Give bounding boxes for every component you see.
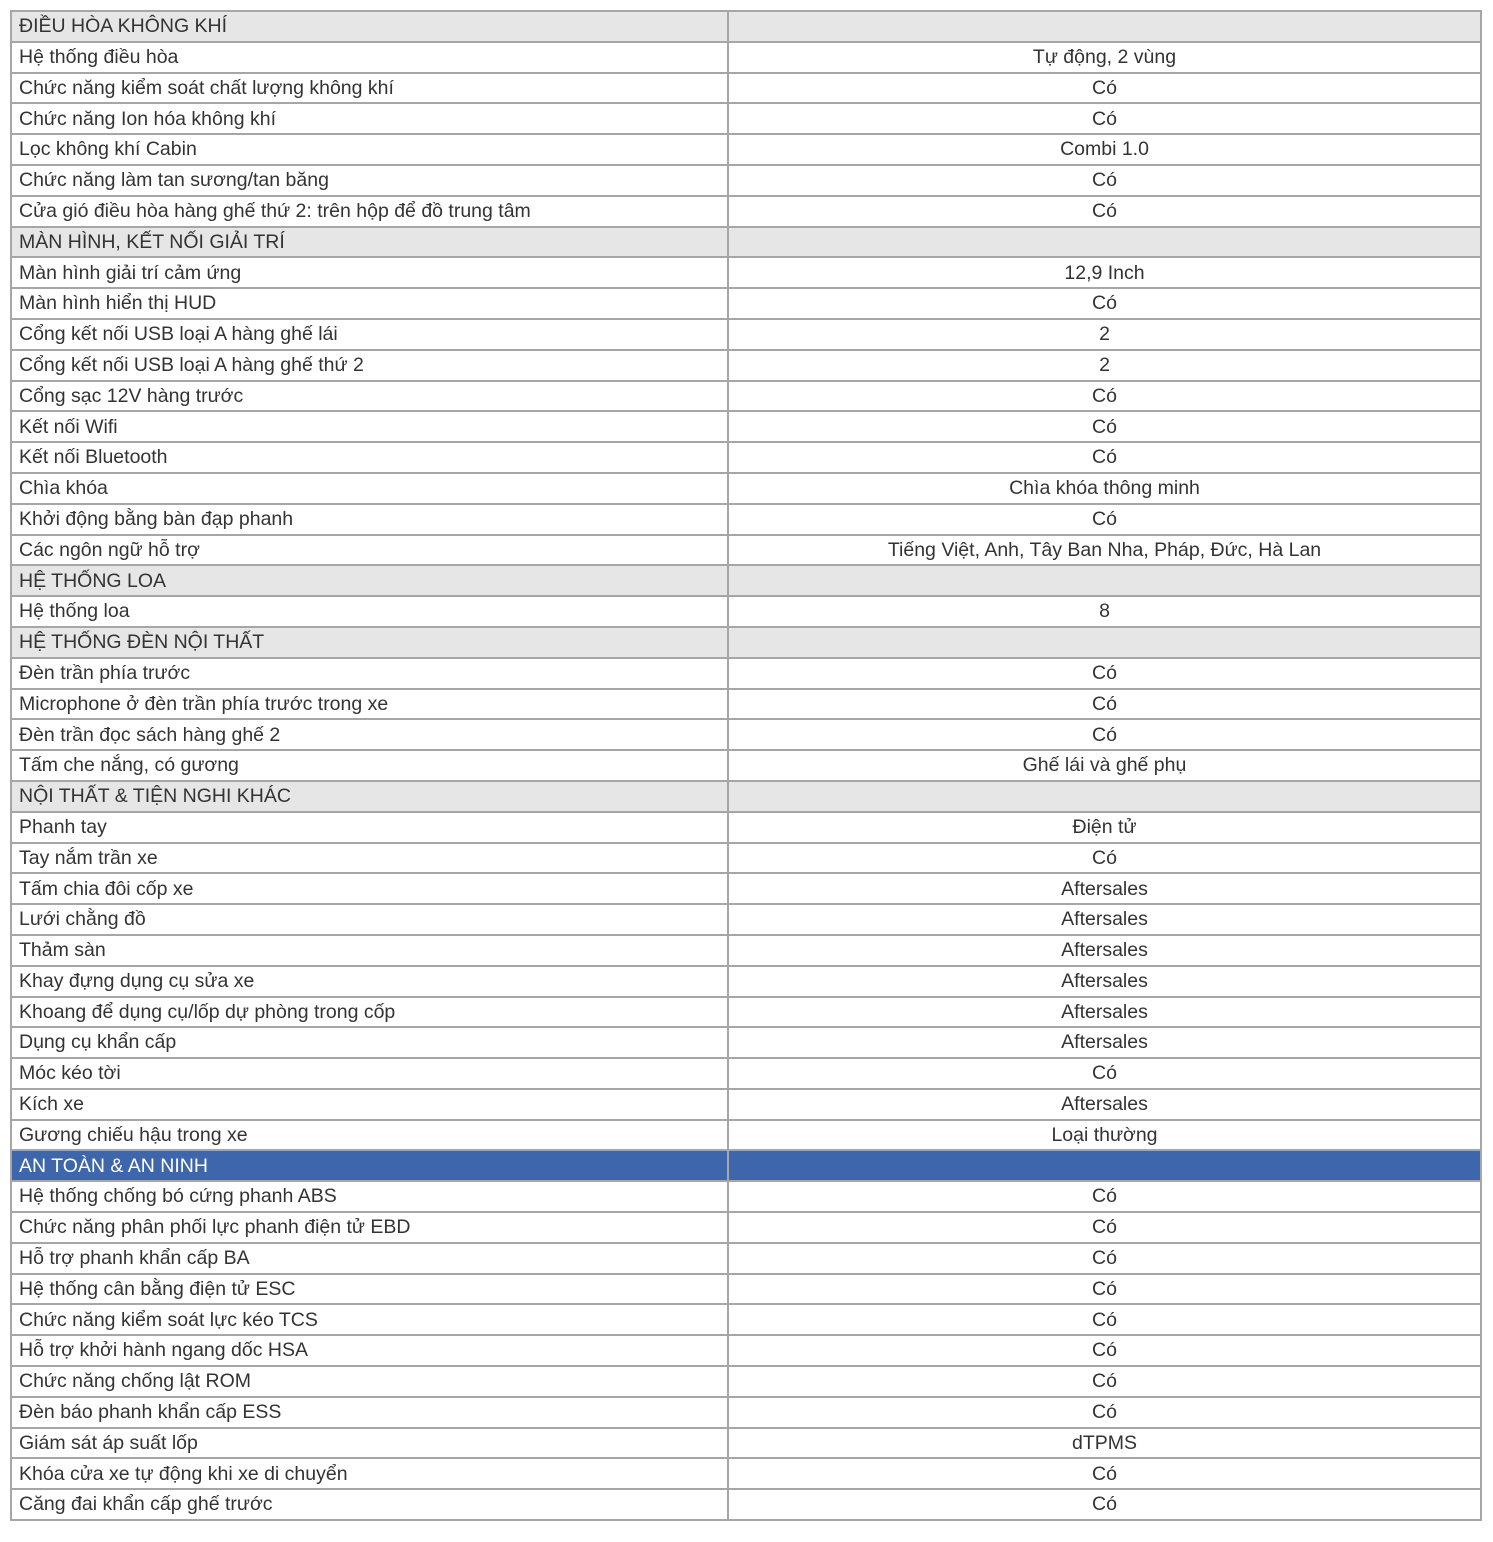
spec-value-cell: Điện tử [728,812,1481,843]
spec-value-cell: Có [728,504,1481,535]
spec-row [11,473,1481,504]
spec-row [11,504,1481,535]
spec-value-cell: Có [728,1489,1481,1520]
spec-row [11,689,1481,720]
spec-row [11,1428,1481,1459]
section-header-label: HỆ THỐNG ĐÈN NỘI THẤT [11,627,728,658]
section-header-label: MÀN HÌNH, KẾT NỐI GIẢI TRÍ [11,227,728,258]
spec-value-cell: Aftersales [728,904,1481,935]
spec-row [11,134,1481,165]
spec-row [11,719,1481,750]
spec-row [11,411,1481,442]
section-header-row [11,1150,1481,1181]
spec-label-cell: Khay đựng dụng cụ sửa xe [11,966,728,997]
spec-label-cell: Hỗ trợ phanh khẩn cấp BA [11,1243,728,1274]
spec-row [11,1489,1481,1520]
spec-label-cell: Màn hình hiển thị HUD [11,288,728,319]
section-header-empty-cell [728,227,1481,258]
spec-row [11,103,1481,134]
spec-value-cell: Có [728,1366,1481,1397]
spec-value-cell: Combi 1.0 [728,134,1481,165]
spec-value-cell: 8 [728,596,1481,627]
spec-value-cell: Có [728,1274,1481,1305]
spec-label-cell: Lưới chằng đồ [11,904,728,935]
spec-value-cell: 2 [728,350,1481,381]
spec-label-cell: Hệ thống loa [11,596,728,627]
spec-label-cell: Chức năng Ion hóa không khí [11,103,728,134]
spec-row [11,997,1481,1028]
spec-label-cell: Tấm che nắng, có gương [11,750,728,781]
spec-value-cell: Có [728,1243,1481,1274]
spec-label-cell: Chức năng làm tan sương/tan băng [11,165,728,196]
spec-label-cell: Đèn trần phía trước [11,658,728,689]
section-header-row [11,627,1481,658]
spec-value-cell: Có [728,1181,1481,1212]
spec-value-cell: dTPMS [728,1428,1481,1459]
spec-value-cell: 2 [728,319,1481,350]
spec-label-cell: Gương chiếu hậu trong xe [11,1120,728,1151]
spec-label-cell: Microphone ở đèn trần phía trước trong xe [11,689,728,720]
spec-value-cell: Tiếng Việt, Anh, Tây Ban Nha, Pháp, Đức, Hà Lan [728,535,1481,566]
section-header-empty-cell [728,781,1481,812]
spec-row [11,812,1481,843]
spec-label-cell: Hệ thống chống bó cứng phanh ABS [11,1181,728,1212]
spec-value-cell: Có [728,442,1481,473]
spec-row [11,1335,1481,1366]
spec-value-cell: Có [728,165,1481,196]
section-header-label: ĐIỀU HÒA KHÔNG KHÍ [11,11,728,42]
spec-row [11,1304,1481,1335]
section-header-empty-cell [728,1150,1481,1181]
section-header-label: AN TOÀN & AN NINH [11,1150,728,1181]
spec-label-cell: Chìa khóa [11,473,728,504]
spec-row [11,1089,1481,1120]
spec-value-cell: Aftersales [728,966,1481,997]
spec-row [11,1243,1481,1274]
spec-label-cell: Tấm chia đôi cốp xe [11,873,728,904]
spec-value-cell: Loại thường [728,1120,1481,1151]
section-header-row [11,565,1481,596]
spec-label-cell: Chức năng kiểm soát lực kéo TCS [11,1304,728,1335]
spec-value-cell: Aftersales [728,935,1481,966]
spec-row [11,1181,1481,1212]
section-header-row [11,227,1481,258]
spec-label-cell: Thảm sàn [11,935,728,966]
spec-label-cell: Chức năng phân phối lực phanh điện tử EBD [11,1212,728,1243]
spec-value-cell: Có [728,381,1481,412]
spec-label-cell: Kết nối Wifi [11,411,728,442]
spec-value-cell: Có [728,73,1481,104]
spec-value-cell: Có [728,196,1481,227]
spec-row [11,596,1481,627]
spec-value-cell: Chìa khóa thông minh [728,473,1481,504]
spec-value-cell: Aftersales [728,997,1481,1028]
spec-value-cell: Có [728,1058,1481,1089]
spec-row [11,1027,1481,1058]
spec-row [11,873,1481,904]
spec-label-cell: Chức năng chống lật ROM [11,1366,728,1397]
section-header-empty-cell [728,627,1481,658]
spec-value-cell: Aftersales [728,1027,1481,1058]
spec-label-cell: Chức năng kiểm soát chất lượng không khí [11,73,728,104]
spec-value-cell: Có [728,1335,1481,1366]
spec-row [11,935,1481,966]
spec-value-cell: Có [728,103,1481,134]
spec-row [11,381,1481,412]
spec-label-cell: Kết nối Bluetooth [11,442,728,473]
spec-row [11,1212,1481,1243]
spec-row [11,288,1481,319]
section-header-empty-cell [728,565,1481,596]
spec-row [11,257,1481,288]
spec-label-cell: Móc kéo tời [11,1058,728,1089]
section-header-row [11,781,1481,812]
spec-value-cell: Có [728,843,1481,874]
spec-label-cell: Cửa gió điều hòa hàng ghế thứ 2: trên hộp để đồ trung tâm [11,196,728,227]
section-header-row [11,11,1481,42]
spec-label-cell: Đèn báo phanh khẩn cấp ESS [11,1397,728,1428]
spec-label-cell: Khởi động bằng bàn đạp phanh [11,504,728,535]
section-header-empty-cell [728,11,1481,42]
spec-value-cell: Tự động, 2 vùng [728,42,1481,73]
spec-value-cell: Có [728,719,1481,750]
spec-row [11,750,1481,781]
spec-row [11,966,1481,997]
spec-label-cell: Dụng cụ khẩn cấp [11,1027,728,1058]
spec-value-cell: Có [728,689,1481,720]
spec-label-cell: Căng đai khẩn cấp ghế trước [11,1489,728,1520]
spec-value-cell: Có [728,658,1481,689]
spec-row [11,42,1481,73]
spec-value-cell: Có [728,1212,1481,1243]
spec-value-cell: Aftersales [728,873,1481,904]
spec-value-cell: Có [728,1458,1481,1489]
spec-row [11,196,1481,227]
section-header-label: HỆ THỐNG LOA [11,565,728,596]
spec-value-cell: Có [728,288,1481,319]
spec-label-cell: Các ngôn ngữ hỗ trợ [11,535,728,566]
spec-label-cell: Lọc không khí Cabin [11,134,728,165]
spec-label-cell: Hệ thống cân bằng điện tử ESC [11,1274,728,1305]
spec-row [11,319,1481,350]
spec-label-cell: Cổng kết nối USB loại A hàng ghế thứ 2 [11,350,728,381]
spec-value-cell: Có [728,411,1481,442]
spec-label-cell: Cổng kết nối USB loại A hàng ghế lái [11,319,728,350]
spec-value-cell: Ghế lái và ghế phụ [728,750,1481,781]
spec-row [11,1366,1481,1397]
spec-table [10,10,1482,1521]
spec-label-cell: Khoang để dụng cụ/lốp dự phòng trong cốp [11,997,728,1028]
spec-label-cell: Màn hình giải trí cảm ứng [11,257,728,288]
spec-value-cell: Có [728,1397,1481,1428]
spec-label-cell: Hỗ trợ khởi hành ngang dốc HSA [11,1335,728,1366]
spec-label-cell: Cổng sạc 12V hàng trước [11,381,728,412]
spec-value-cell: 12,9 Inch [728,257,1481,288]
spec-label-cell: Hệ thống điều hòa [11,42,728,73]
spec-row [11,1274,1481,1305]
spec-label-cell: Khóa cửa xe tự động khi xe di chuyển [11,1458,728,1489]
spec-row [11,165,1481,196]
spec-label-cell: Kích xe [11,1089,728,1120]
section-header-label: NỘI THẤT & TIỆN NGHI KHÁC [11,781,728,812]
spec-row [11,350,1481,381]
spec-row [11,658,1481,689]
spec-row [11,843,1481,874]
spec-label-cell: Phanh tay [11,812,728,843]
spec-row [11,1120,1481,1151]
spec-row [11,1397,1481,1428]
spec-row [11,1458,1481,1489]
spec-row [11,535,1481,566]
spec-row [11,442,1481,473]
spec-row [11,73,1481,104]
spec-row [11,904,1481,935]
spec-value-cell: Có [728,1304,1481,1335]
spec-label-cell: Tay nắm trần xe [11,843,728,874]
spec-label-cell: Đèn trần đọc sách hàng ghế 2 [11,719,728,750]
spec-row [11,1058,1481,1089]
spec-label-cell: Giám sát áp suất lốp [11,1428,728,1459]
spec-value-cell: Aftersales [728,1089,1481,1120]
